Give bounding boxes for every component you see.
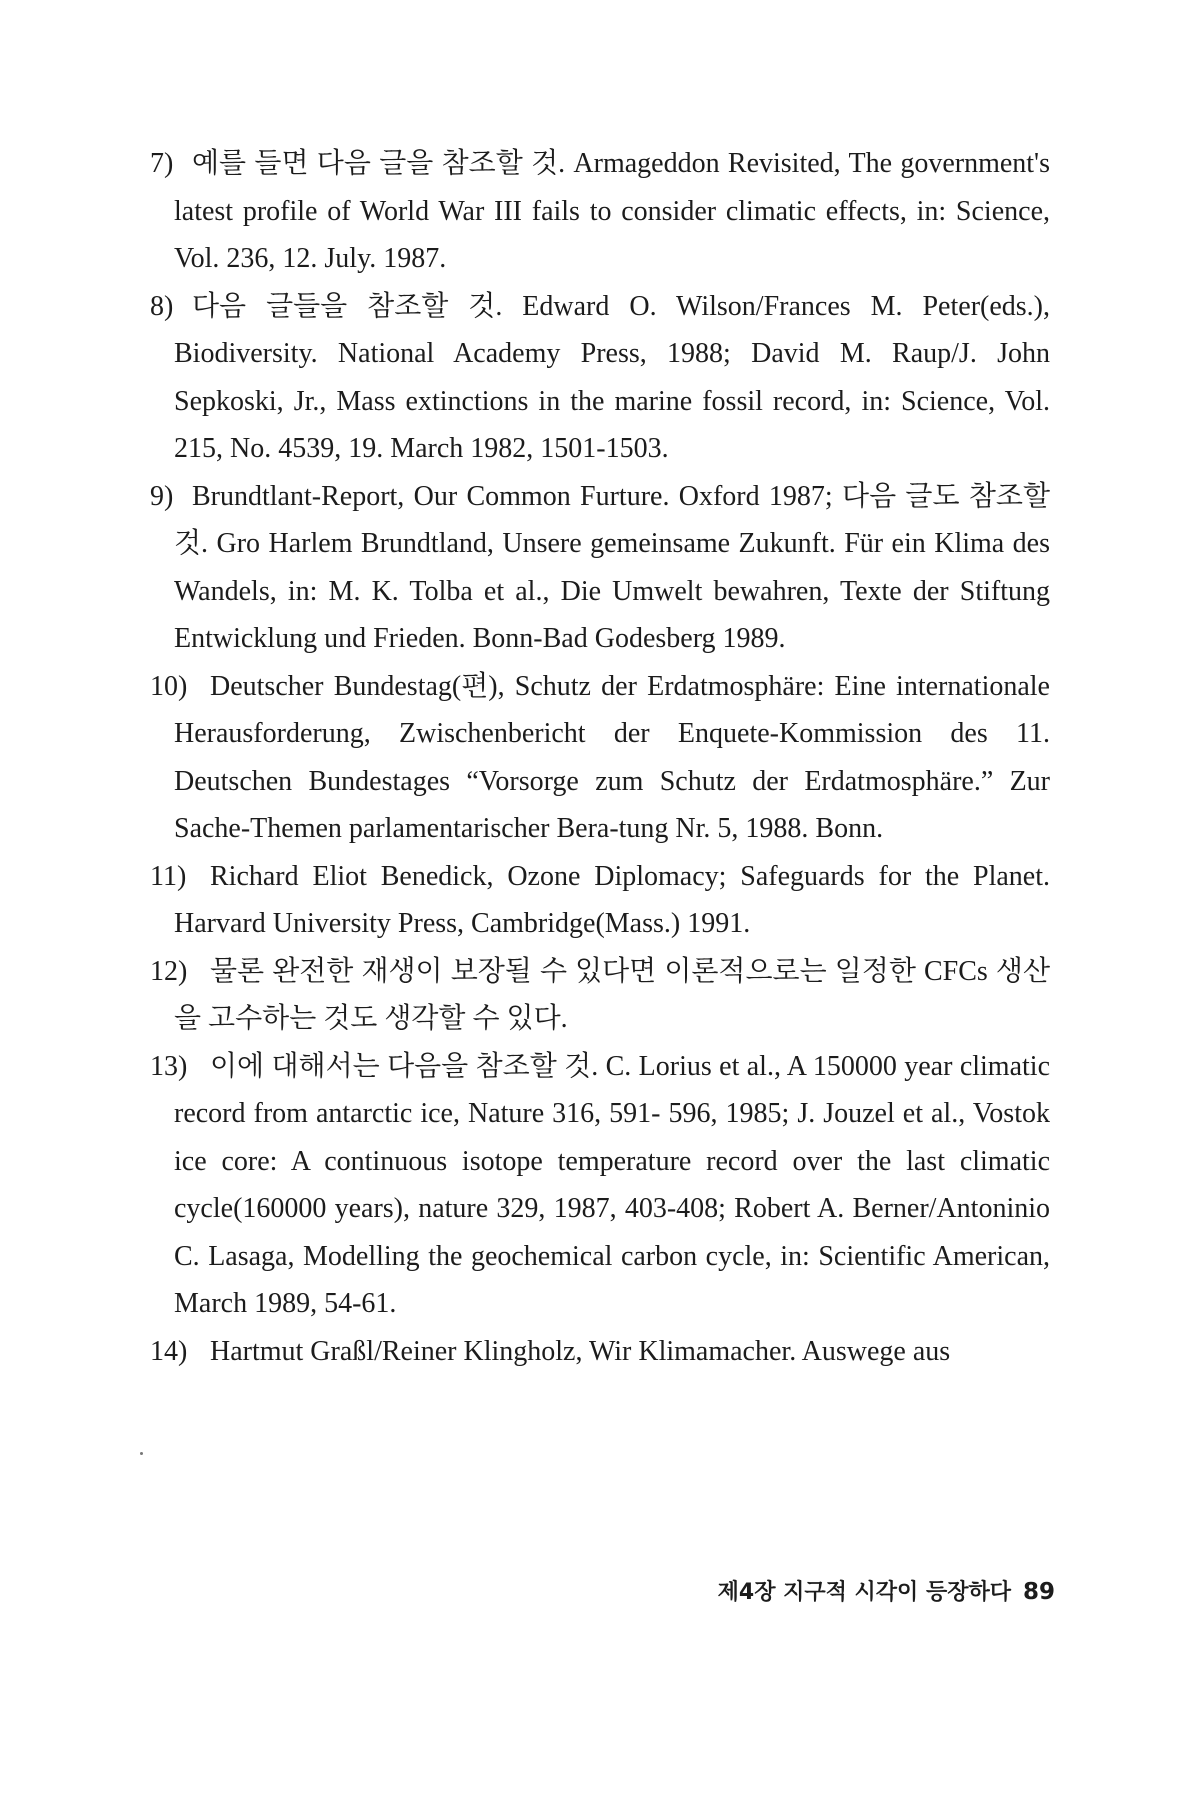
endnote-text: Richard Eliot Benedick, Ozone Diplomacy; Safeguards for the Planet. Harvard University Press, Cambridge(Mass.) 1991. — [174, 860, 1050, 939]
endnote-9 — [150, 473, 1050, 663]
endnote-text: 다음 글들을 참조할 것. Edward O. Wilson/Frances M. Peter(eds.), Biodiversity. National Academy Press, 1988; David M. Raup/J. John Sepkoski, Jr., Mass extinctions in the marine fossil record, in: Science, Vol. 215, No. 4539, 19. March 1982, 1501-1503. — [174, 290, 1050, 464]
endnote-13 — [150, 1043, 1050, 1328]
endnote-number: 13) — [150, 1050, 188, 1082]
endnote-11 — [150, 853, 1050, 948]
endnote-10 — [150, 663, 1050, 853]
endnote-text: Deutscher Bundestag(편), Schutz der Erdatmosphäre: Eine internationale Herausforderung, Zwischenbericht der Enquete-Kommission des 11. Deutschen Bundestages “Vorsorge zum Schutz der Erdatmosphäre.” Zur Sache-Themen parlamentarischer Bera-tung Nr. 5, 1988. Bonn. — [174, 670, 1050, 844]
endnote-text: 이에 대해서는 다음을 참조할 것. C. Lorius et al., A 150000 year climatic record from antarctic ice, Nature 316, 591- 596, 1985; J. Jouzel et al., Vostok ice core: A continuous isotope temperature record over the last climatic cycle(160000 years), nature 329, 1987, 403-408; Robert A. Berner/Antoninio C. Lasaga, Modelling the geochemical carbon cycle, in: Scientific American, March 1989, 54-61. — [174, 1050, 1050, 1319]
endnote-text: 물론 완전한 재생이 보장될 수 있다면 이론적으로는 일정한 CFCs 생산을 고수하는 것도 생각할 수 있다. — [174, 955, 1050, 1034]
scan-speck — [140, 1452, 143, 1455]
endnote-number: 11) — [150, 860, 187, 892]
endnote-text: 예를 들면 다음 글을 참조할 것. Armageddon Revisited, The government's latest profile of World War III fails to consider climatic effects, in: Science, Vol. 236, 12. July. 1987. — [174, 148, 1050, 274]
endnote-7 — [150, 140, 1050, 283]
running-footer — [718, 1575, 1055, 1606]
endnote-number: 9) — [150, 480, 174, 512]
endnote-number: 10) — [150, 670, 188, 702]
endnote-14 — [150, 1328, 1050, 1376]
endnote-text: Brundtlant-Report, Our Common Furture. Oxford 1987; 다음 글도 참조할 것. Gro Harlem Brundtland, Unsere gemeinsame Zukunft. Für ein Klima des Wandels, in: M. K. Tolba et al., Die Umwelt bewahren, Texte der Stiftung Entwicklung und Frieden. Bonn-Bad Godesberg 1989. — [174, 480, 1050, 654]
chapter-title: 제4장 지구적 시각이 등장하다 — [717, 1580, 1011, 1605]
endnote-number: 8) — [150, 290, 174, 322]
page-number: 89 — [1022, 1579, 1055, 1605]
endnote-8 — [150, 283, 1050, 473]
endnote-text: Hartmut Graßl/Reiner Klingholz, Wir Klimamacher. Auswege aus — [210, 1335, 951, 1367]
endnote-number: 12) — [150, 955, 188, 987]
endnotes-list — [150, 140, 1050, 1375]
endnote-number: 7) — [150, 148, 174, 179]
endnote-number: 14) — [150, 1335, 188, 1367]
endnote-12 — [150, 948, 1050, 1043]
